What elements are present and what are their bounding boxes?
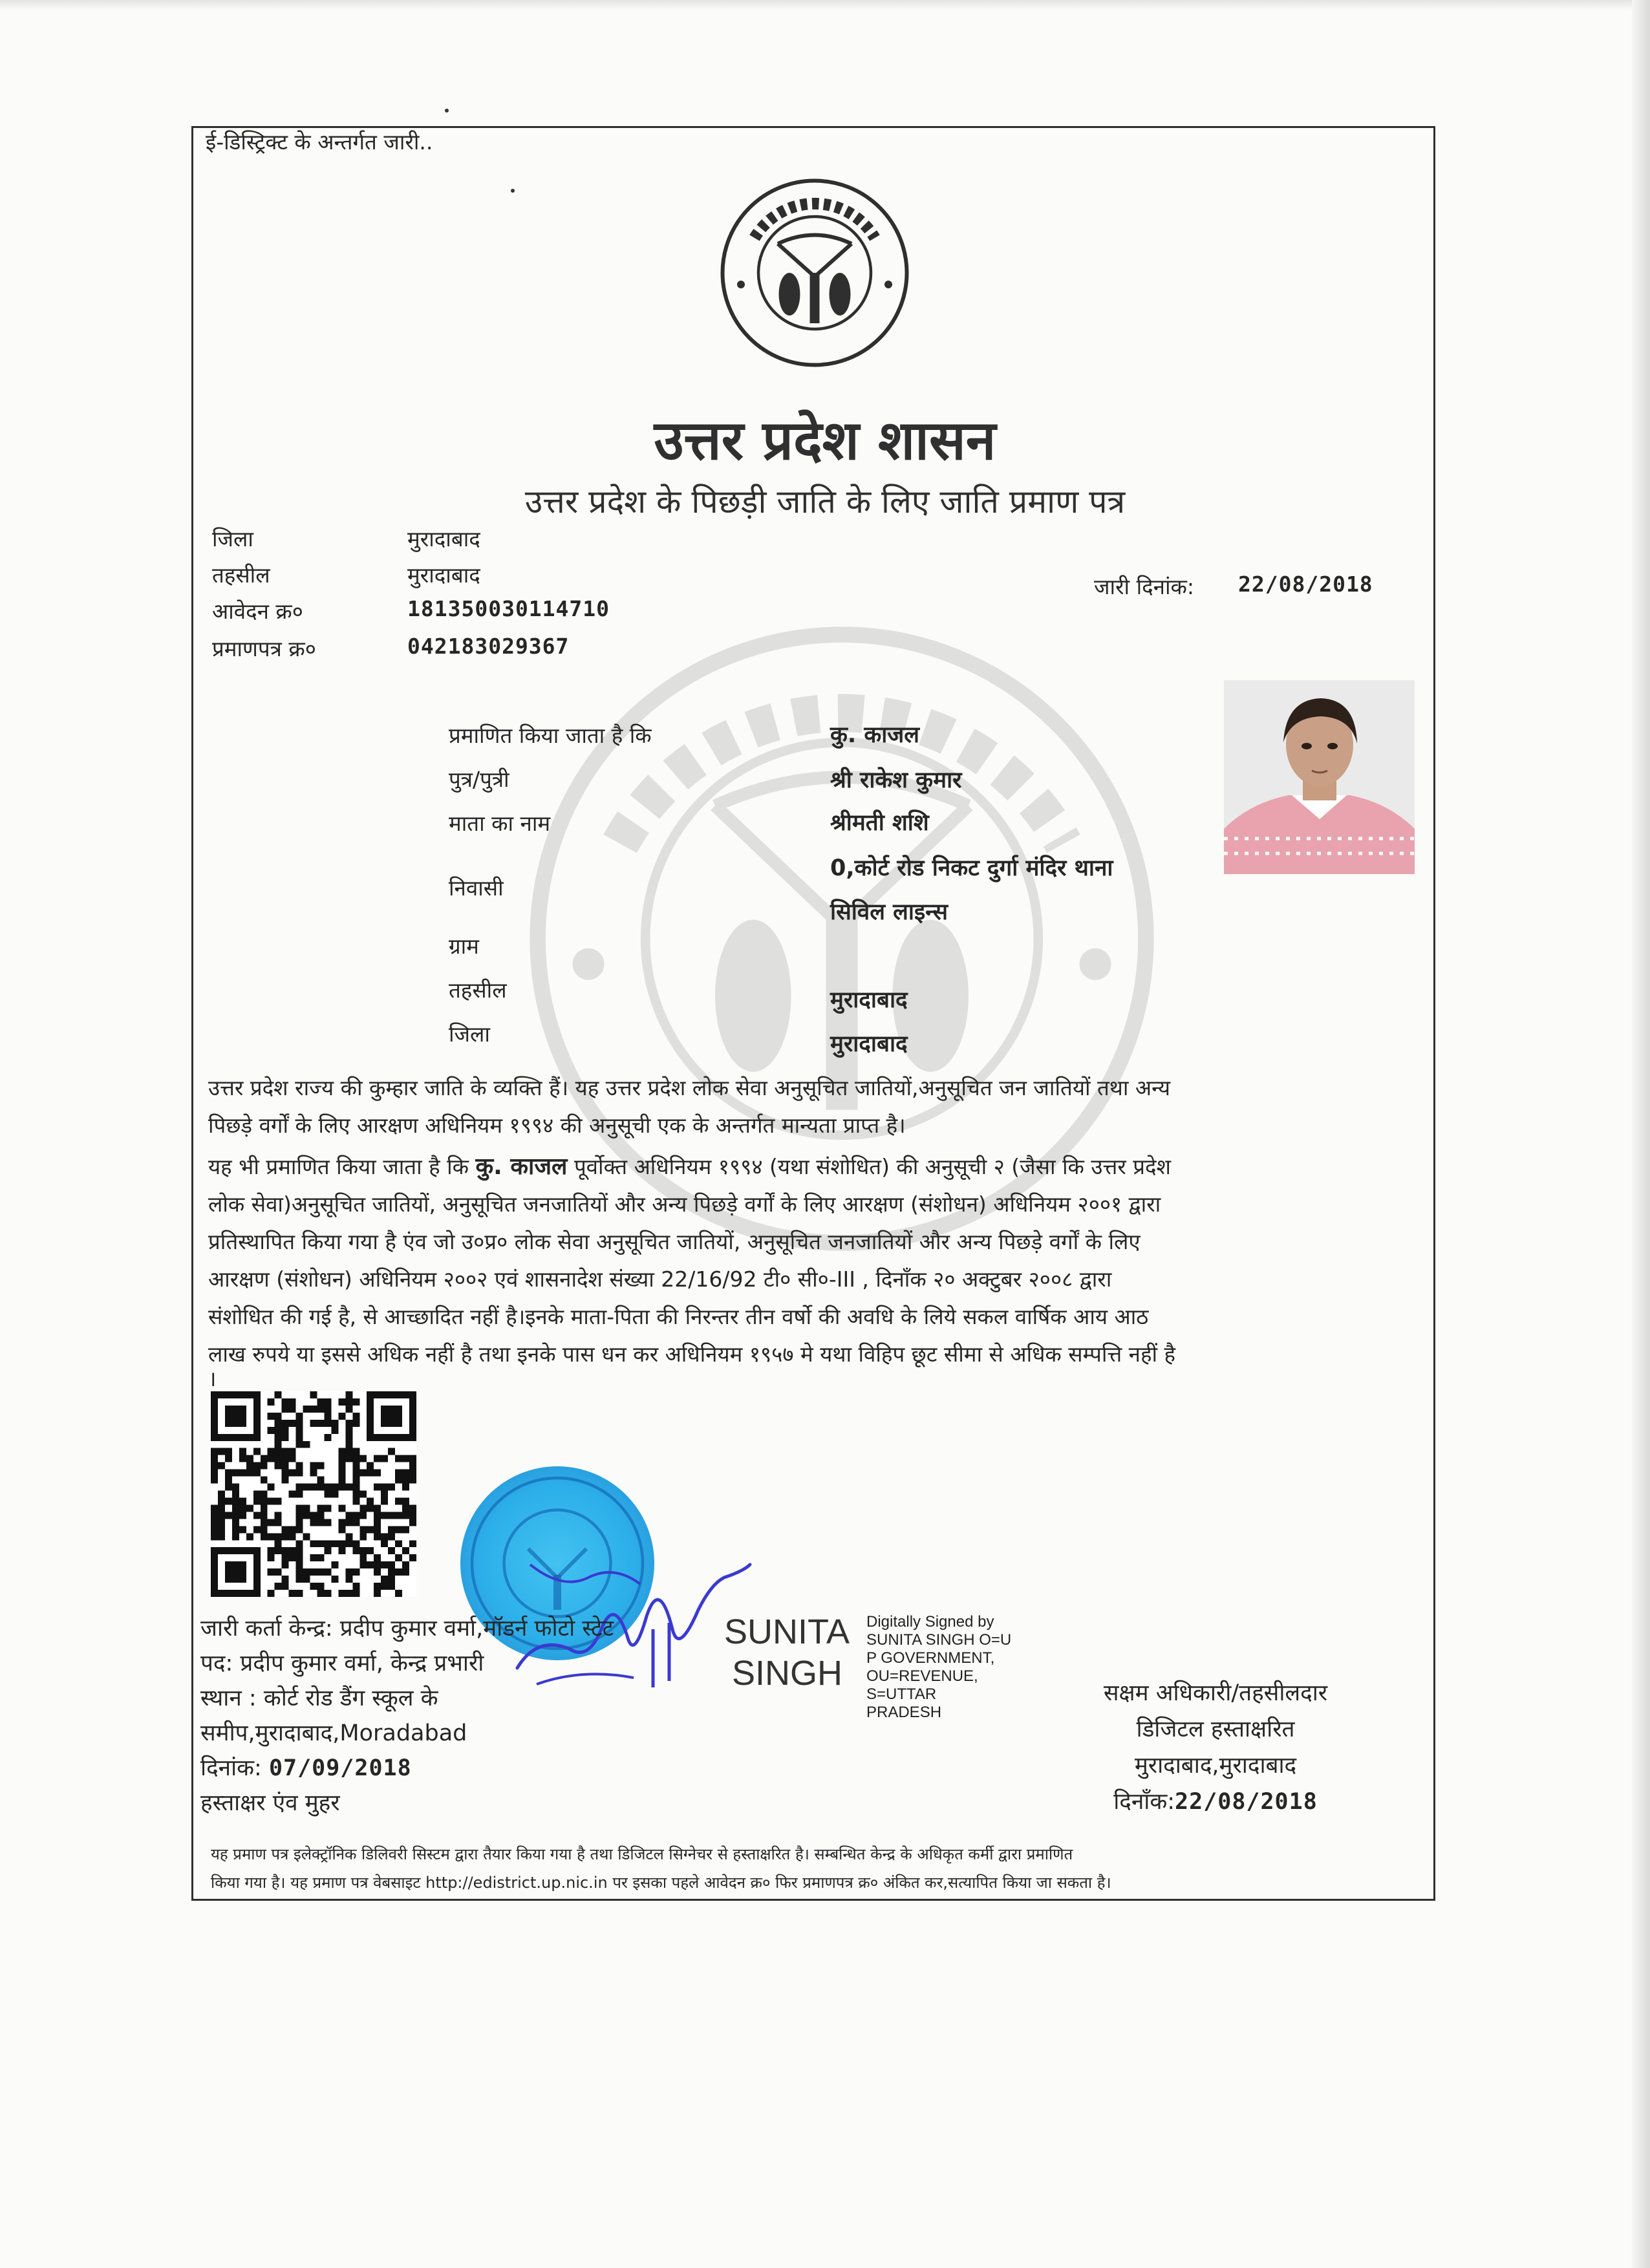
issued-under-text: ई-डिस्ट्रिक्ट के अन्तर्गत जारी.. <box>206 129 433 155</box>
paragraph-2-prefix: यह भी प्रमाणित किया जाता है कि <box>208 1154 476 1179</box>
field-district-label: जिला <box>449 1022 490 1047</box>
signature-and-seal-label: हस्ताक्षर एंव मुहर <box>200 1790 340 1816</box>
paragraph-2-line: लाख रुपये या इससे अधिक नहीं है तथा इनके पास धन कर अधिनियम १९५७ मे यथा विहिप छूट सीमा से अधिक सम्पत्ति नहीं है <box>208 1342 1176 1367</box>
district-value: मुरादाबाद <box>407 526 480 551</box>
certificate-number-label: प्रमाणपत्र क्र० <box>212 636 316 661</box>
scan-edge-right <box>1632 0 1650 2268</box>
certified-label: प्रमाणित किया जाता है कि <box>449 723 652 748</box>
issuer-place-line-1: स्थान : कोर्ट रोड डैंग स्कूल के <box>200 1685 438 1711</box>
issuer-date <box>200 1752 412 1782</box>
paragraph-2-line: । <box>208 1366 217 1391</box>
digital-signer-name <box>724 1611 850 1694</box>
issuer-date-label: दिनांक: <box>200 1755 262 1781</box>
mother-name: श्रीमती शशि <box>830 810 929 836</box>
mother-name-label: माता का नाम <box>449 811 551 836</box>
document-title: उत्तर प्रदेश शासन <box>654 408 996 472</box>
signer-first-name: SUNITA <box>724 1612 850 1651</box>
resident-label: निवासी <box>449 875 504 901</box>
district-label: जिला <box>212 526 253 551</box>
issuing-centre: जारी कर्ता केन्द्र: प्रदीप कुमार वर्मा,मॉडर्न फोटो स्टेट <box>200 1616 614 1642</box>
applicant-photo <box>1224 680 1415 874</box>
paragraph-2-line: आरक्षण (संशोधन) अधिनियम २००२ एवं शासनादेश संख्या 22/16/92 टी० सी०-III , दिनाँक २० अक्टुबर २००८ द्वारा <box>208 1267 1112 1292</box>
application-number-value: 181350030114710 <box>407 596 610 621</box>
field-tehsil-label: तहसील <box>449 978 507 1003</box>
digital-signature-details: Digitally Signed by SUNITA SINGH O=U P GOVERNMENT, OU=REVENUE, S=UTTAR PRADESH <box>866 1613 1012 1721</box>
scan-speck <box>445 109 449 112</box>
paragraph-1-line: पिछड़े वर्गों के लिए आरक्षण अधिनियम १९९४ की अनुसूची एक के अन्तर्गत मान्यता प्राप्त है। <box>208 1113 906 1138</box>
footnote-line-1: यह प्रमाण पत्र इलेक्ट्रॉनिक डिलिवरी सिस्टम द्वारा तैयार किया गया है तथा डिजिटल सिग्नेचर से हस्ताक्षरित है। सम्बन्धित केन्द्र के अधिकृत कर्मी द्वारा प्रमाणित <box>211 1845 1073 1863</box>
tehsil-value: मुरादाबाद <box>407 562 480 588</box>
paragraph-2-line: प्रतिस्थापित किया गया है एंव जो उ०प्र० लोक सेवा अनुसूचित जातियों, अनुसूचित जनजातियों और अन्य पिछड़े वर्गों के लिए <box>208 1229 1141 1254</box>
address-line-2: सिविल लाइन्स <box>830 899 948 925</box>
authority-date-value: 22/08/2018 <box>1175 1789 1318 1815</box>
verification-qr-code[interactable] <box>211 1391 416 1597</box>
village-label: ग्राम <box>449 934 479 959</box>
footnote-line-2: किया गया है। यह प्रमाण पत्र वेबसाइट http://edistrict.up.nic.in पर इसका पहले आवेदन क्र० फिर प्रमाणपत्र क्र० अंकित कर,सत्यापित किया जा सकता है। <box>211 1874 1111 1892</box>
address-line-1: 0,कोर्ट रोड निकट दुर्गा मंदिर थाना <box>830 855 1113 881</box>
issuer-place-line-2: समीप,मुरादाबाद,Moradabad <box>200 1720 467 1746</box>
paragraph-2-line: लोक सेवा)अनुसूचित जातियों, अनुसूचित जनजातियों और अन्य पिछड़े वर्गों के लिए आरक्षण (संशोधन) अधिनियम २००१ द्वारा <box>208 1192 1161 1217</box>
field-district-value: मुरादाबाद <box>830 1031 908 1057</box>
authority-location: मुरादाबाद,मुरादाबाद <box>1134 1753 1297 1779</box>
issuer-post: पद: प्रदीप कुमार वर्मा, केन्द्र प्रभारी <box>200 1651 484 1676</box>
applicant-name: कु. काजल <box>830 722 920 748</box>
paragraph-1-line: उत्तर प्रदेश राज्य की कुम्हार जाति के व्यक्ति हैं। यह उत्तर प्रदेश लोक सेवा अनुसूचित जातियों,अनुसूचित जन जातियों तथा अन्य <box>208 1075 1171 1100</box>
authority-date-label: दिनाँक: <box>1113 1789 1175 1815</box>
field-tehsil-value: मुरादाबाद <box>830 987 908 1013</box>
authority-date <box>1009 1786 1422 1816</box>
authority-designation: सक्षम अधिकारी/तहसीलदार <box>1103 1680 1328 1706</box>
paragraph-2-applicant-name: कु. काजल <box>475 1153 568 1180</box>
tehsil-label: तहसील <box>212 562 270 588</box>
paragraph-2-suffix: पूर्वोक्त अधिनियम १९९४ (यथा संशोधित) की अनुसूची २ (जैसा कि उत्तर प्रदेश <box>567 1154 1171 1179</box>
signer-last-name: SINGH <box>732 1654 843 1693</box>
paragraph-2-line: संशोधित की गई है, से आच्छादित नहीं है।इनके माता-पिता की निरन्तर तीन वर्षो की अवधि के लिये सकल वार्षिक आय आठ <box>208 1304 1149 1329</box>
issuer-date-value: 07/09/2018 <box>268 1755 412 1781</box>
authority-signature-type: डिजिटल हस्ताक्षरित <box>1136 1717 1295 1742</box>
paragraph-2-line <box>208 1148 1404 1186</box>
issue-date-label: जारी दिनांक: <box>1094 574 1194 599</box>
scan-edge-top <box>0 0 1650 10</box>
application-number-label: आवेदन क्र० <box>212 599 303 624</box>
relation-label: पुत्र/पुत्री <box>449 767 509 792</box>
up-government-emblem-icon <box>718 176 912 370</box>
document-subtitle: उत्तर प्रदेश के पिछड़ी जाति के लिए जाति प्रमाण पत्र <box>524 483 1126 520</box>
certificate-number-value: 042183029367 <box>407 634 570 659</box>
father-name: श्री राकेश कुमार <box>830 767 962 793</box>
issue-date-value: 22/08/2018 <box>1238 572 1373 597</box>
